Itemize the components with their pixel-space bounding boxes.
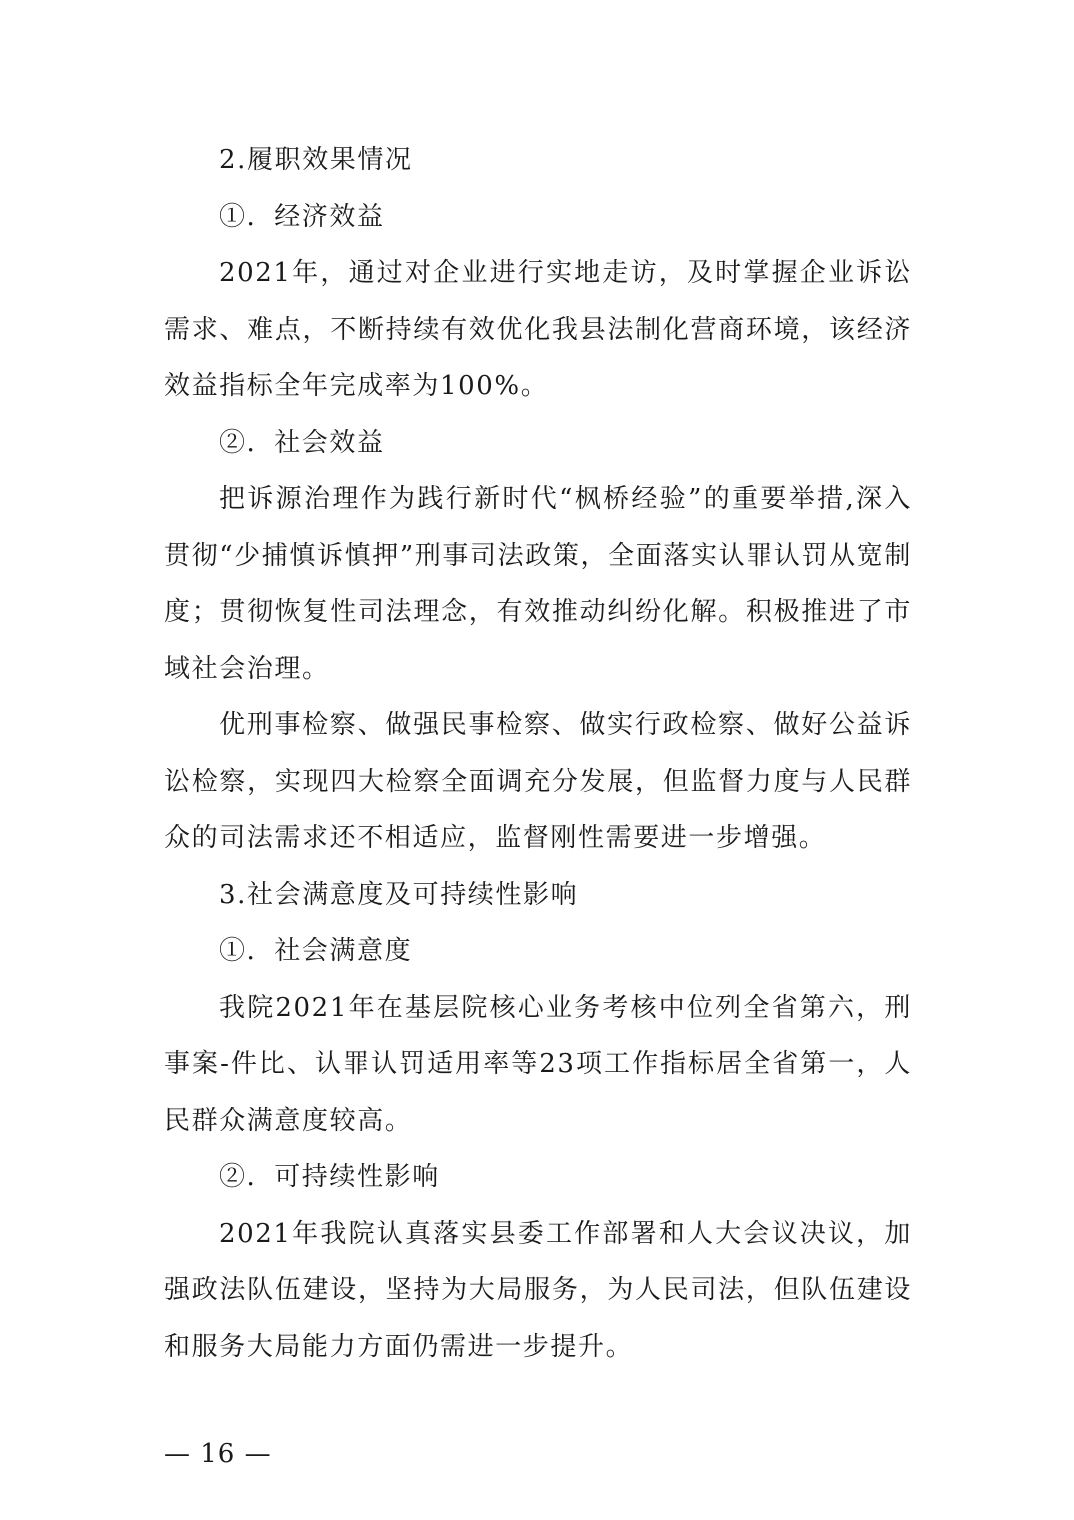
subheading-economic-benefit: ①．经济效益 [219,201,385,232]
heading-performance-effect: 2.履职效果情况 [219,145,413,175]
paragraph-social-benefit: 把诉源治理作为践行新时代“枫桥经验”的重要举措,深入贯彻“少捕慎诉慎押”刑事司法政策，全面落实认罪认罚从宽制度；贯彻恢复性司法理念，有效推动纠纷化解。积极推进了市域社会治理。 [164,484,912,684]
paragraph-sustainability: 2021年我院认真落实县委工作部署和人大会议决议，加强政法队伍建设，坚持为大局服务，为人民司法，但队伍建设和服务大局能力方面仍需进一步提升。 [164,1218,912,1362]
heading-satisfaction-sustainability: 3.社会满意度及可持续性影响 [219,879,579,910]
paragraph-social-satisfaction: 我院2021年在基层院核心业务考核中位列全省第六，刑事案-件比、认罪认罚适用率等23项工作指标居全省第一，人民群众满意度较高。 [164,992,912,1136]
subheading-social-satisfaction: ①．社会满意度 [219,936,413,966]
paragraph-four-procuratorates: 优刑事检察、做强民事检察、做实行政检察、做好公益诉讼检察，实现四大检察全面调充分发展，但监督力度与人民群众的司法需求还不相适应，监督刚性需要进一步增强。 [164,710,912,853]
page-number: — 16 — [164,1439,272,1469]
subheading-social-benefit: ②．社会效益 [219,427,385,458]
paragraph-economic-benefit: 2021年，通过对企业进行实地走访，及时掌握企业诉讼需求、难点，不断持续有效优化我县法制化营商环境，该经济效益指标全年完成率为100%。 [164,258,912,401]
document-body [164,132,912,1375]
subheading-sustainability: ②．可持续性影响 [219,1162,440,1192]
